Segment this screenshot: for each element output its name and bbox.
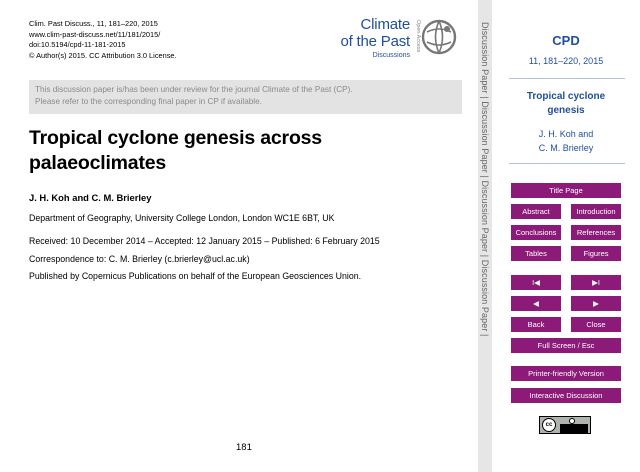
sidebar-title-line-1: Tropical cyclone: [526, 91, 606, 102]
paper-title: [29, 126, 449, 176]
by-attribution-icon: [560, 424, 588, 433]
introduction-button[interactable]: Introduction: [571, 204, 621, 219]
first-page-icon[interactable]: I◀: [511, 275, 561, 290]
abstract-button[interactable]: Abstract: [511, 204, 561, 219]
correspondence: Correspondence to: C. M. Brierley (c.brierley@ucl.ac.uk): [29, 254, 250, 264]
divider: [509, 78, 625, 79]
page-number: 181: [236, 442, 252, 453]
publisher-statement: Published by Copernicus Publications on behalf of the European Geosciences Union.: [29, 271, 362, 281]
notice-line-2: Please refer to the corresponding final paper in CP if available.: [35, 97, 262, 106]
journal-abbreviation: CPD: [552, 33, 580, 48]
sidebar-title-line-2: genesis: [547, 105, 585, 116]
title-page-button[interactable]: Title Page: [511, 183, 621, 198]
volume-info: 11, 181–220, 2015: [528, 56, 604, 66]
previous-page-icon[interactable]: ◀: [511, 296, 561, 311]
publication-dates: Received: 10 December 2014 – Accepted: 12 January 2015 – Published: 6 February 2015: [29, 236, 380, 246]
logo-text-climate: Climate: [360, 16, 410, 33]
close-button[interactable]: Close: [571, 317, 621, 332]
sidebar-author-line-1: J. H. Koh and: [538, 129, 594, 139]
sidebar-title: [492, 90, 640, 118]
printer-friendly-button[interactable]: Printer-friendly Version: [511, 366, 621, 381]
cc-logo-icon: cc: [542, 418, 556, 432]
sidebar-authors: [492, 127, 640, 155]
copyright: © Author(s) 2015. CC Attribution 3.0 License.: [29, 50, 177, 60]
citation-block: [29, 19, 177, 61]
next-page-icon[interactable]: ▶: [571, 296, 621, 311]
interactive-discussion-button[interactable]: Interactive Discussion: [511, 388, 621, 403]
open-access-label: Open Access: [415, 20, 421, 53]
paper-title-line-1: Tropical cyclone genesis across: [29, 127, 322, 149]
figures-button[interactable]: Figures: [571, 246, 621, 261]
conclusions-button[interactable]: Conclusions: [511, 225, 561, 240]
full-screen-button[interactable]: Full Screen / Esc: [511, 338, 621, 353]
review-notice: [29, 80, 462, 114]
sidebar-author-line-2: C. M. Brierley: [538, 143, 594, 153]
references-button[interactable]: References: [571, 225, 621, 240]
back-button[interactable]: Back: [511, 317, 561, 332]
logo-text-past: of the Past: [340, 33, 410, 50]
globe-icon: [420, 18, 458, 56]
paper-authors: J. H. Koh and C. M. Brierley: [29, 192, 152, 203]
last-page-icon[interactable]: ▶I: [571, 275, 621, 290]
affiliation: Department of Geography, University College London, London WC1E 6BT, UK: [29, 213, 335, 223]
tables-button[interactable]: Tables: [511, 246, 561, 261]
cc-by-license-icon[interactable]: [539, 416, 591, 434]
paper-title-line-2: palaeoclimates: [29, 152, 167, 174]
logo-text-discussions: Discussions: [372, 52, 410, 59]
notice-line-1: This discussion paper is/has been under review for the journal Climate of the Past (CP).: [35, 85, 353, 94]
journal-citation: Clim. Past Discuss., 11, 181–220, 2015: [29, 19, 158, 28]
doi[interactable]: doi:10.5194/cpd-11-181-2015: [29, 40, 126, 50]
discussion-paper-label: Discussion Paper | Discussion Paper | Discussion Paper | Discussion Paper |: [480, 22, 490, 337]
person-icon: [569, 418, 575, 424]
journal-logo: [340, 14, 468, 66]
journal-url[interactable]: www.clim-past-discuss.net/11/181/2015/: [29, 29, 161, 39]
divider: [509, 163, 625, 164]
